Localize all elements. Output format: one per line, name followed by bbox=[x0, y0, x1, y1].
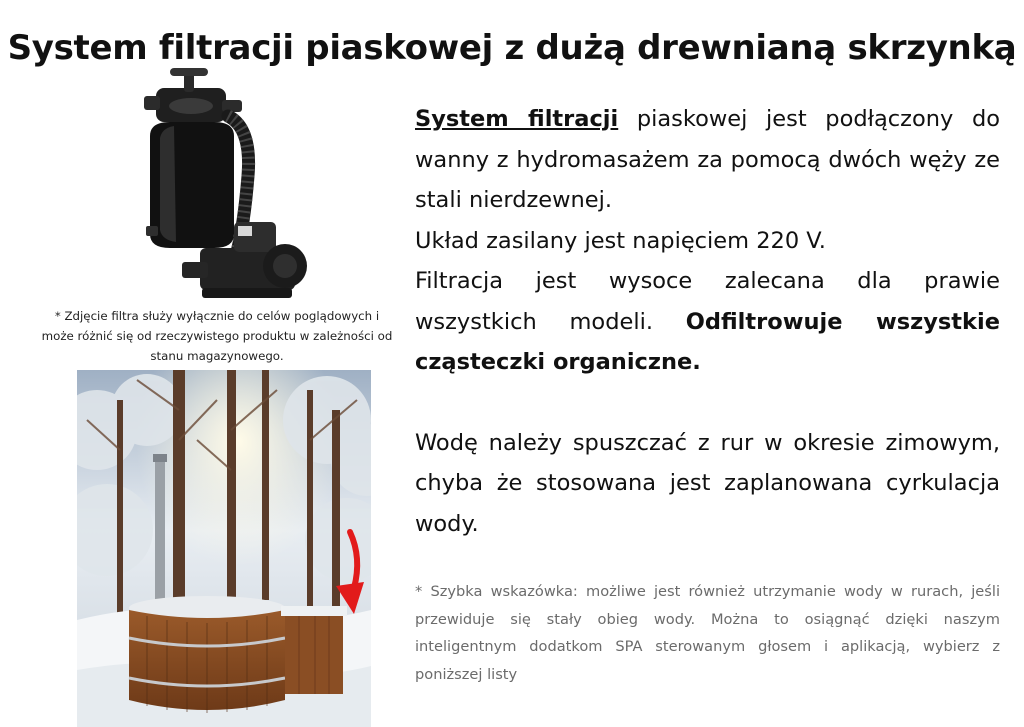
wooden-hot-tub-winter-photo bbox=[77, 370, 371, 727]
filter-image-caption: * Zdjęcie filtra służy wyłącznie do celów poglądowych i może różnić się od rzeczywistego produktu w zależności od stanu magazynowego. bbox=[41, 309, 393, 363]
red-arrow-icon bbox=[328, 528, 368, 618]
description-paragraph-3: Filtracja jest wysoce zalecana dla prawie wszystkich modeli. Odfiltrowuje wszystkie cząsteczki organiczne. bbox=[415, 268, 1000, 375]
description-bold-statement: Odfiltrowuje wszystkie cząsteczki organiczne. bbox=[415, 308, 1000, 375]
description-paragraph-2: Układ zasilany jest napięciem 220 V. bbox=[415, 227, 826, 254]
quick-tip: * Szybka wskazówka: możliwe jest również utrzymanie wody w rurach, jeśli przewiduje się stały obieg wody. Można to osiągnąć dzięki naszym inteligentnym dodatkom SPA sterowanym głosem i aplikacją, wybierz z poniższej listy bbox=[415, 583, 1000, 683]
description-strong-term: System filtracji bbox=[415, 106, 619, 132]
page-title: System filtracji piaskowej z dużą drewnianą skrzynką bbox=[7, 28, 1017, 68]
sand-filter-pump-image bbox=[140, 66, 310, 301]
description-paragraph-1: System filtracji piaskowej jest podłączony do wanny z hydromasażem za pomocą dwóch węży ze stali nierdzewnej. bbox=[415, 106, 1000, 213]
description-paragraph-4: Wodę należy spuszczać z rur w okresie zimowym, chyba że stosowana jest zaplanowana cyrkulacja wody. bbox=[415, 429, 1000, 537]
description-text bbox=[415, 99, 1000, 544]
